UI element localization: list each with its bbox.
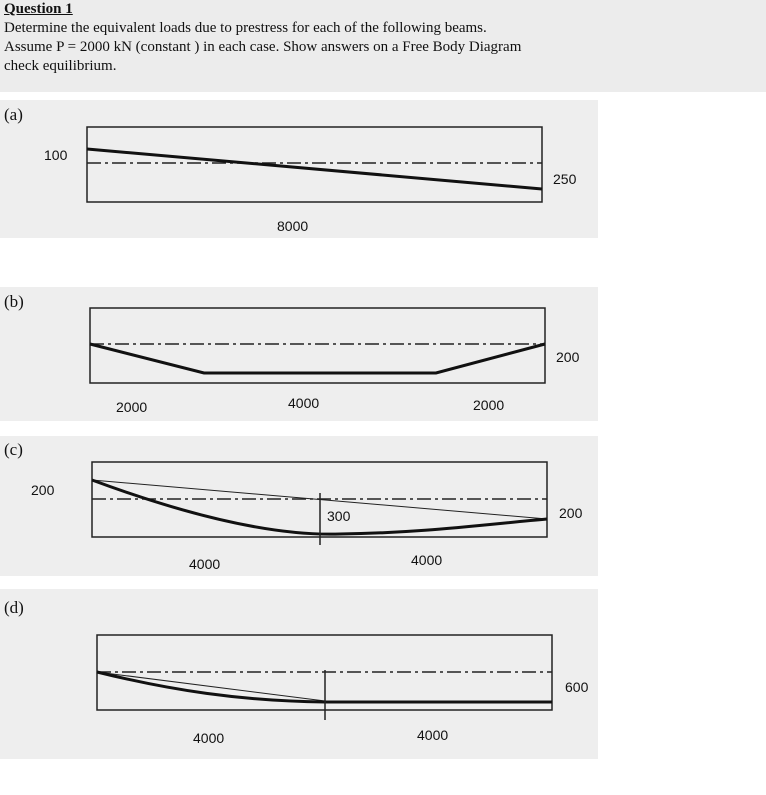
- beam-a-label: (a): [4, 105, 23, 124]
- beam-c-span-right: 4000: [411, 552, 443, 568]
- beam-d-chord-line: [97, 672, 325, 701]
- beam-b-label: (b): [4, 292, 24, 311]
- beam-d-span-left: 4000: [193, 730, 225, 746]
- beam-c-mid-eccentricity: 300: [327, 508, 351, 524]
- question-line-2: Assume P = 2000 kN (constant ) in each case. Show answers on a Free Body Diagram: [4, 39, 522, 55]
- question-line-3: check equilibrium.: [4, 58, 117, 74]
- beam-a-left-eccentricity: 100: [44, 147, 68, 163]
- question-line-1: Determine the equivalent loads due to prestress for each of the following beams.: [4, 20, 487, 36]
- beam-b-span-right: 2000: [473, 397, 505, 413]
- beam-b-span-mid: 4000: [288, 395, 320, 411]
- beam-d-label: (d): [4, 598, 24, 617]
- beam-a-span: 8000: [277, 218, 309, 234]
- beam-c-right-eccentricity: 200: [559, 505, 583, 521]
- question-title: Question 1: [4, 1, 73, 17]
- beam-c-left-eccentricity: 200: [31, 482, 55, 498]
- beam-b-right-eccentricity: 200: [556, 349, 580, 365]
- beam-a-right-eccentricity: 250: [553, 171, 577, 187]
- beam-d-span-right: 4000: [417, 727, 449, 743]
- beam-b-span-left: 2000: [116, 399, 148, 415]
- beam-c-label: (c): [4, 440, 23, 459]
- beam-c-span-left: 4000: [189, 556, 221, 572]
- beam-d-right-eccentricity: 600: [565, 679, 589, 695]
